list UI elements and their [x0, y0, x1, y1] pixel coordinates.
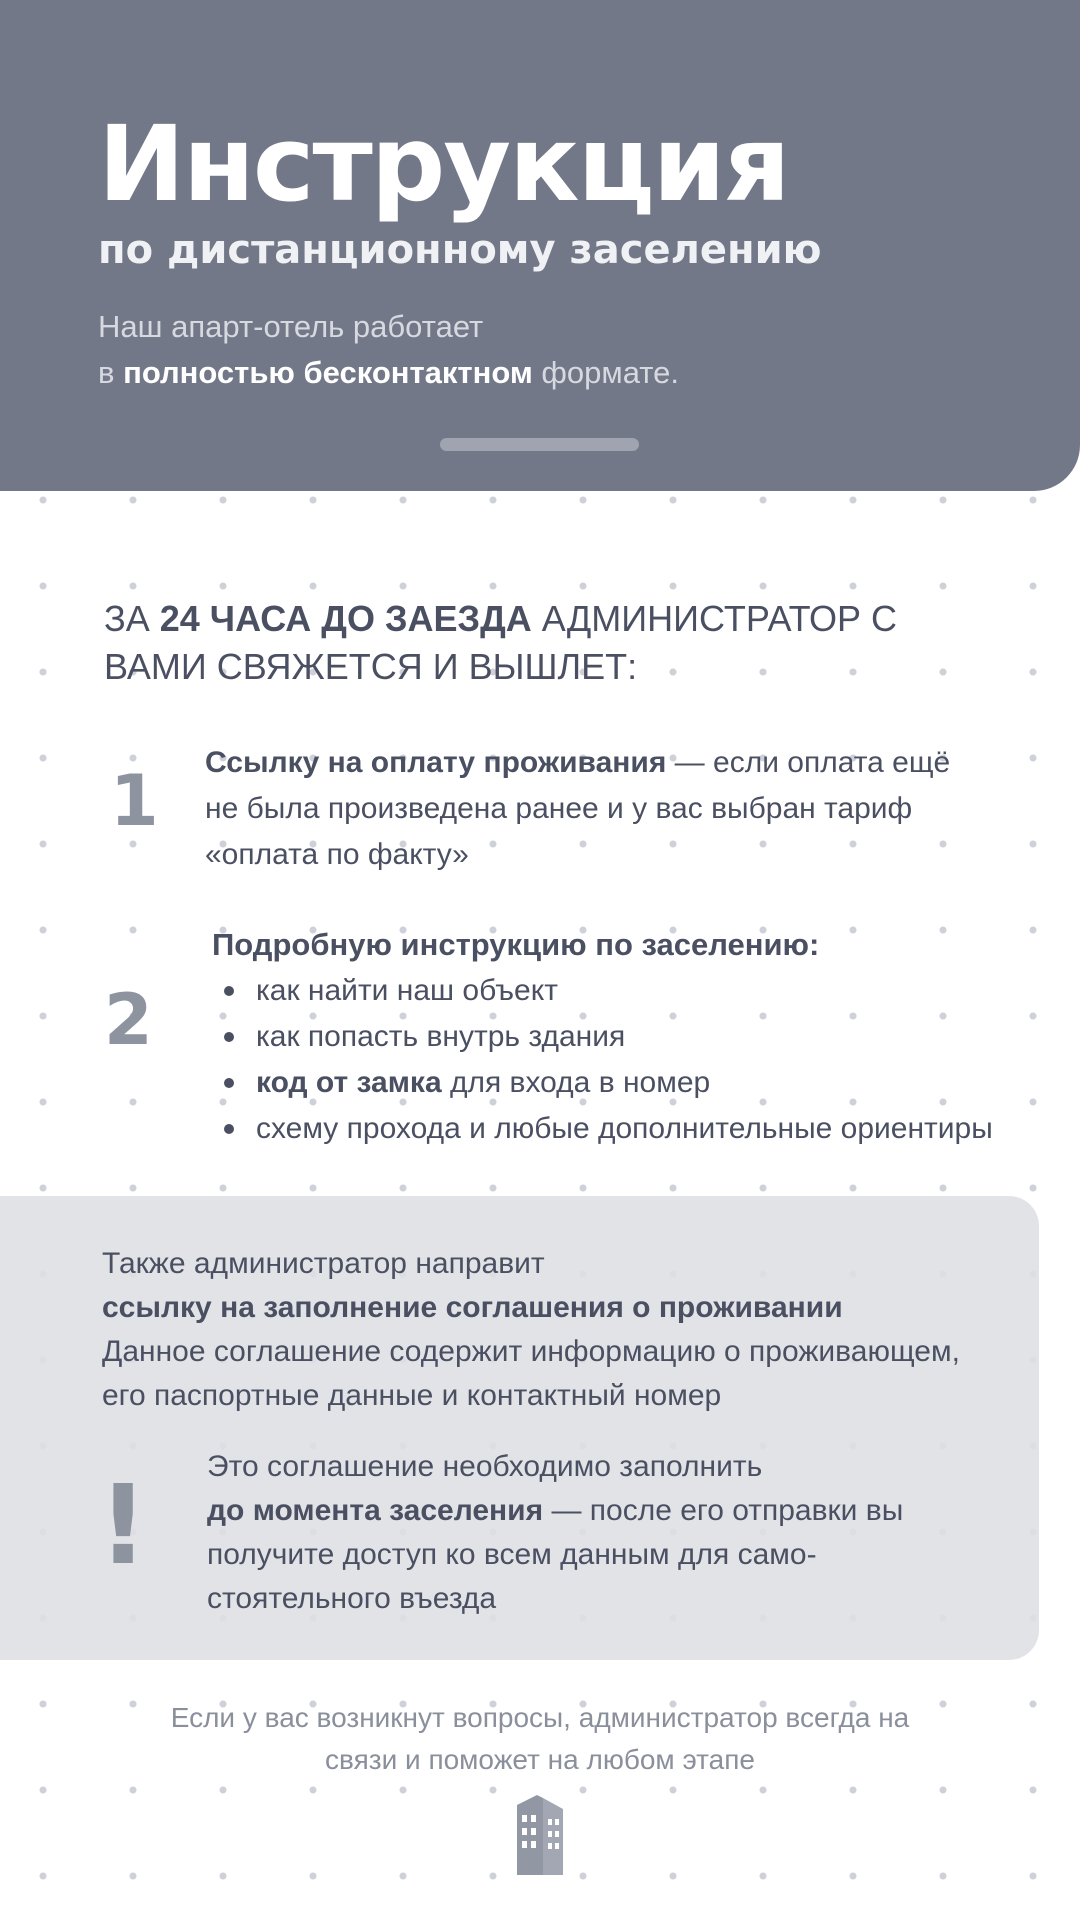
heading-prefix: ЗА [104, 598, 160, 639]
list-item [222, 1060, 993, 1106]
info-line1: Также администратор направит [102, 1247, 545, 1280]
step1-bold: Ссылку на оплату проживания [205, 746, 667, 779]
step2-title: Подробную инструкцию по заселению: [212, 927, 820, 962]
bullet-text: для входа в номер [441, 1066, 711, 1099]
building-icon [517, 1795, 563, 1875]
bullet-text: схему прохода и любые дополнительные ориентиры [256, 1112, 993, 1145]
lead-bold: полностью бесконтактном [123, 355, 533, 390]
section-heading [104, 595, 1004, 691]
footer-line1: Если у вас возникнут вопросы, администратор всегда на [170, 1702, 910, 1733]
footer-text [140, 1697, 940, 1781]
bullet-text: как попасть внутрь здания [256, 1020, 626, 1053]
lead-prefix: в [98, 355, 124, 390]
note-rest: — после его отправки вы получите доступ ко всем данным для само-стоятельного въезда [207, 1494, 904, 1615]
footer-line2: связи и поможет на любом этапе [325, 1744, 755, 1775]
info-bold: ссылку на заполнение соглашения о проживании [102, 1291, 843, 1324]
info-line3: Данное соглашение содержит информацию о проживающем, [102, 1335, 960, 1368]
heading-bold: 24 ЧАСА ДО ЗАЕЗДА [159, 598, 532, 639]
info-text [102, 1242, 1002, 1418]
bullet-bold: код от замка [256, 1066, 442, 1099]
note-text [207, 1445, 987, 1621]
drag-handle[interactable] [440, 438, 639, 451]
bullet-text: как найти наш объект [256, 974, 558, 1007]
exclamation-icon: ! [98, 1461, 149, 1589]
lead-suffix: формате. [532, 355, 679, 390]
list-item [222, 1014, 993, 1060]
note-bold: до момента заселения [207, 1494, 544, 1527]
note-line1: Это соглашение необходимо заполнить [207, 1450, 763, 1483]
lead-line1: Наш апарт-отель работает [98, 309, 484, 344]
step1-text [205, 740, 985, 878]
step1-rest: — если оплата ещё не была произведена ранее и у вас выбран тариф «оплата по факту» [205, 746, 951, 871]
lead-text [98, 304, 679, 396]
step-number-1: 1 [110, 760, 159, 842]
list-item [222, 1106, 993, 1152]
header-banner [0, 0, 1080, 491]
info-line4: его паспортные данные и контактный номер [102, 1379, 722, 1412]
heading-suffix: АДМИНИСТРАТОР С ВАМИ СВЯЖЕТСЯ И ВЫШЛЕТ: [104, 598, 898, 687]
list-item [222, 968, 993, 1014]
page-title: Инструкция [98, 103, 789, 225]
step2-list [222, 968, 993, 1152]
step-number-2: 2 [104, 979, 153, 1061]
page-subtitle: по дистанционному заселению [98, 227, 822, 273]
